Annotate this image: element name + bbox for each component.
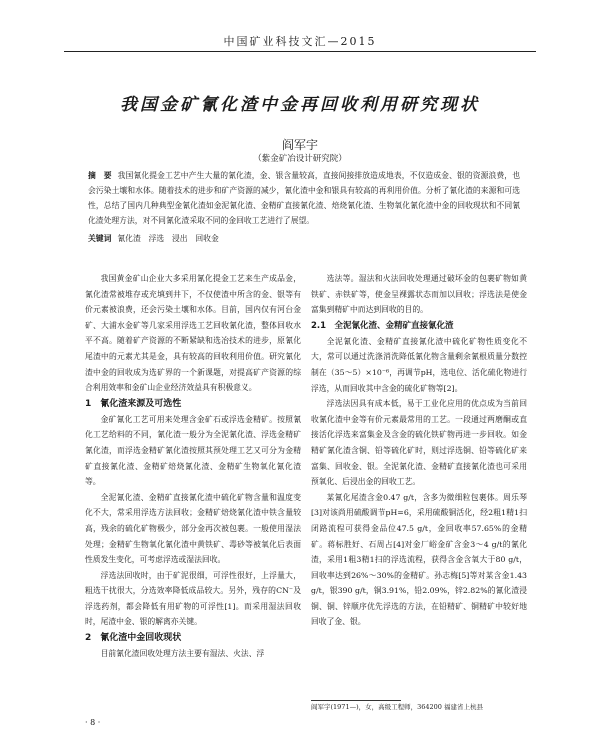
body-paragraph: 目前氰化渣回收处理方法主要有湿法、火法、浮 <box>100 649 265 659</box>
author-affiliation: （紫金矿冶设计研究院） <box>253 154 347 164</box>
body-paragraph: 全泥氰化渣、金精矿直接氰化渣中硫化矿物性质变化不大，常可以通过洗涤消洗降低氰化物含量剩余氰根质量分数控制在（35～5）×10⁻⁶，再调节pH，选电位、活化硫化物进行浮选，从而回收其中含金的硫化矿物等[2]。 <box>311 336 527 393</box>
body-paragraph: 浮选法回收时，由于矿泥很细，可浮性很好，上浮量大，粗选干扰很大，分选效率降低成品较大。另外，残存的CN⁻及浮选药剂，都会降低有用矿物的可浮性[1]。而采用湿法回收时，尾渣中金、银的解离亦关键。 <box>85 570 301 627</box>
body-paragraph: 浮选法因具有成本低，易于工业化应用的优点成为当前回收氰化渣中金等有价元素最常用的工艺。一段通过两磨酮或直接活化浮选来富集金及含金的硫化铁矿物再进一步回收。如金精矿氰化渣含铜、铅等硫化矿时，则过浮选铜、铅等硫化矿来富集、回收金、银。全泥氰化渣、金精矿直接氰化渣也可采用预氧化、后浸出金的回收工艺。 <box>311 399 527 487</box>
header-rule <box>64 51 536 52</box>
body-paragraph: 全泥氰化渣、金精矿直接氰化渣中硫化矿物含量和温度变化不大，常采用浮选方法回收；金精矿焙烧氰化渣中铁含量较高，残余的硫化矿物极少，部分金再次被包裹。一般使用湿法处理；金精矿生物氧化氰化渣中黄铁矿、毒砂等被氧化后表面性质发生变化，可考虑浮选或湿法回收。 <box>85 492 301 565</box>
right-column <box>311 271 527 630</box>
abstract-text: 我国氰化提金工艺中产生大量的氰化渣，金、银含量较高，直接间接排放造成地表，不仅造成金、银的资源浪费，也会污染土壤和水体。随着技术的进步和矿产资源的减少，氰化渣中金和银具有较高的再利用价值。分析了氰化渣的来源和可选性，总结了国内几种典型金氰化渣如金泥氰化渣、金精矿直接氰化渣、焙烧氰化渣、生物氧化氰化渣中金的回收现状和不同氰化渣处理方法，对不同氰化渣采取不同的金回收工艺进行了展望。 <box>88 171 520 225</box>
body-paragraph: 选法等。湿法和火法回收处理通过破坏金的包裹矿物如黄铁矿、赤铁矿等，使金呈裸露状态而加以回收；浮选法是使金富集到精矿中而达到回收的目的。 <box>311 274 527 315</box>
body-paragraph: 我国黄金矿山企业大多采用氰化提金工艺来生产成品金，氰化渣常被堆存或充填到井下，不仅使渣中所含的金、银等有价元素被浪费，还会污染土壤和水体。目前，国内仅有河台金矿、大浦水金矿等几家采用浮选工艺回收氰化渣，整体回收水平不高。随着矿产资源的不断紧缺和选冶技术的进步，原氰化尾渣中的元素尤其是金，具有较高的回收利用价值。研究氰化渣中金的回收成为选矿界的一个新课题，对提高矿产资源的综合利用效率和金矿山企业经济效益具有积极意义。 <box>85 274 301 393</box>
page-number: · 8 · <box>85 718 101 727</box>
section-heading: 1 氰化渣来源及可选性 <box>85 398 182 409</box>
left-column <box>85 271 301 662</box>
body-paragraph: 某氰化尾渣含金0.47 g/t，含多为微细粒包裹体。周乐琴[3]对该尚用硫酸调节pH=6，采用硫酸铜活化，经2粗1精1扫闭路流程可获得金品位47.5 g/t，金回收率57.65%的金精矿。蒋标胜好、石周占[4]对金厂峪金矿含金3～4 g/t的氰化渣，采用1粗3精1扫的浮选流程，获得含金含氧大于80 g/t，回收率达到26%～30%的金精矿。孙志梅[5]等对某含金1.43 g/t，银390 g/t，铜3.91%，铅2.09%，锌2.82%的氰化渣浸铜、铜、锌顺序优先浮选的方法，在铅精矿、铜精矿中较好地回收了金、银。 <box>311 492 527 627</box>
abstract-label: 摘 要 <box>88 171 112 180</box>
abstract <box>88 168 520 228</box>
subsection-heading: 2.1 全泥氰化渣、金精矿直接氰化渣 <box>311 320 454 331</box>
author-name: 阎军宇 <box>281 138 318 152</box>
section-heading: 2 氰化渣中金回收现状 <box>85 633 182 644</box>
keywords <box>88 233 520 244</box>
keywords-text: 氰化渣 浮选 浸出 回收金 <box>117 234 219 243</box>
footnote: 阎军宇(1971—)，女，高级工程师，364200 福建省上杭县 <box>311 703 483 711</box>
running-header: 中国矿业科技文汇—2015 <box>223 35 377 48</box>
keywords-label: 关键词 <box>88 234 112 243</box>
body-paragraph: 金矿氰化工艺可用来处理含金矿石或浮选金精矿。按照氰化工艺给料的不同，氰化渣一般分为全泥氰化渣、浮选金精矿氰化渣，而浮选金精矿氰化渣按照其预处理工艺又可分为金精矿直接氰化渣、金精矿焙烧氰化渣、金精矿生物氧化氰化渣等。 <box>85 414 301 487</box>
paper-title: 我国金矿氰化渣中金再回收利用研究现状 <box>120 95 480 115</box>
footnote-rule <box>311 700 401 701</box>
